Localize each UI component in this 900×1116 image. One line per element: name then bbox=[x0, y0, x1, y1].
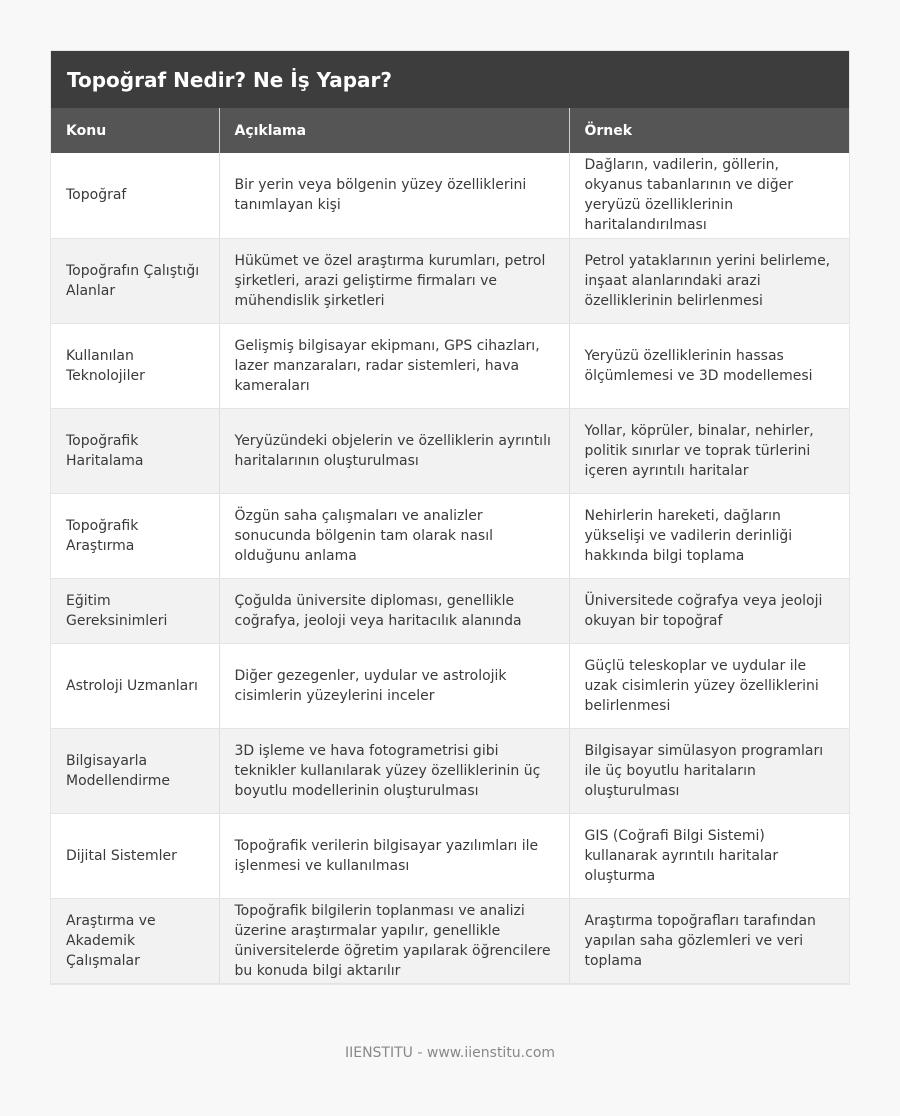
cell-ornek: Güçlü teleskoplar ve uydular ile uzak cisimlerin yüzey özelliklerini belirlenmesi bbox=[569, 643, 849, 728]
table-row bbox=[51, 153, 849, 238]
cell-ornek: Araştırma topoğrafları tarafından yapılan saha gözlemleri ve veri toplama bbox=[569, 898, 849, 983]
header-ornek: Örnek bbox=[584, 122, 633, 139]
cell-aciklama: Topoğrafik verilerin bilgisayar yazılımları ile işlenmesi ve kullanılması bbox=[219, 813, 569, 898]
table-row bbox=[51, 238, 849, 323]
cell-konu: Topoğrafik Araştırma bbox=[51, 493, 219, 578]
cell-konu: Topoğrafik Haritalama bbox=[51, 408, 219, 493]
header-konu: Konu bbox=[51, 108, 219, 153]
cell-konu: Topoğraf bbox=[51, 153, 219, 238]
table-row bbox=[51, 643, 849, 728]
cell-aciklama: Özgün saha çalışmaları ve analizler sonucunda bölgenin tam olarak nasıl olduğunu anlama bbox=[219, 493, 569, 578]
cell-konu: Topoğrafın Çalıştığı Alanlar bbox=[51, 238, 219, 323]
cell-aciklama: Yeryüzündeki objelerin ve özelliklerin ayrıntılı haritalarının oluşturulması bbox=[219, 408, 569, 493]
cell-konu: Dijital Sistemler bbox=[51, 813, 219, 898]
cell-konu: Astroloji Uzmanları bbox=[51, 643, 219, 728]
table-row bbox=[51, 813, 849, 898]
cell-konu: Eğitim Gereksinimleri bbox=[51, 578, 219, 643]
table-row bbox=[51, 578, 849, 643]
table-row bbox=[51, 323, 849, 408]
table-row bbox=[51, 408, 849, 493]
cell-aciklama: Topoğrafik bilgilerin toplanması ve analizi üzerine araştırmalar yapılır, genellikle üniversitelerde öğretim yapılarak öğrencilere bu konuda bilgi aktarılır bbox=[219, 898, 569, 983]
header-aciklama: Açıklama bbox=[219, 108, 569, 153]
table-row bbox=[51, 898, 849, 983]
cell-ornek: Bilgisayar simülasyon programları ile üç boyutlu haritaların oluşturulması bbox=[569, 728, 849, 813]
cell-aciklama: Hükümet ve özel araştırma kurumları, petrol şirketleri, arazi geliştirme firmaları ve mühendislik şirketleri bbox=[219, 238, 569, 323]
table-header-row bbox=[51, 108, 849, 153]
cell-aciklama: Diğer gezegenler, uydular ve astrolojik cisimlerin yüzeylerini inceler bbox=[219, 643, 569, 728]
cell-ornek: Üniversitede coğrafya veya jeoloji okuyan bir topoğraf bbox=[569, 578, 849, 643]
cell-konu: Kullanılan Teknolojiler bbox=[51, 323, 219, 408]
cell-konu: Bilgisayarla Modellendirme bbox=[51, 728, 219, 813]
cell-aciklama: Bir yerin veya bölgenin yüzey özelliklerini tanımlayan kişi bbox=[219, 153, 569, 238]
cell-konu: Araştırma ve Akademik Çalışmalar bbox=[51, 898, 219, 983]
cell-ornek: Yollar, köprüler, binalar, nehirler, politik sınırlar ve toprak türlerini içeren ayrıntılı haritalar bbox=[569, 408, 849, 493]
topics-table bbox=[51, 108, 849, 984]
footer-credit: IIENSTITU - www.iienstitu.com bbox=[344, 1045, 556, 1061]
cell-ornek: Dağların, vadilerin, göllerin, okyanus tabanlarının ve diğer yeryüzü özelliklerinin haritalandırılması bbox=[569, 153, 849, 238]
cell-aciklama: Çoğulda üniversite diploması, genellikle coğrafya, jeoloji veya haritacılık alanında bbox=[219, 578, 569, 643]
cell-ornek: Petrol yataklarının yerini belirleme, inşaat alanlarındaki arazi özelliklerinin belirlenmesi bbox=[569, 238, 849, 323]
cell-aciklama: 3D işleme ve hava fotogrametrisi gibi teknikler kullanılarak yüzey özelliklerinin üç boyutlu modellerinin oluşturulması bbox=[219, 728, 569, 813]
cell-ornek: Yeryüzü özelliklerinin hassas ölçümlemesi ve 3D modellemesi bbox=[569, 323, 849, 408]
table-row bbox=[51, 728, 849, 813]
table-row bbox=[51, 493, 849, 578]
cell-aciklama: Gelişmiş bilgisayar ekipmanı, GPS cihazları, lazer manzaraları, radar sistemleri, hava kameraları bbox=[219, 323, 569, 408]
topics-table-card bbox=[51, 51, 849, 984]
cell-ornek: GIS (Coğrafi Bilgi Sistemi) kullanarak ayrıntılı haritalar oluşturma bbox=[569, 813, 849, 898]
table-title: Topoğraf Nedir? Ne İş Yapar? bbox=[51, 51, 849, 108]
cell-ornek: Nehirlerin hareketi, dağların yükselişi ve vadilerin derinliği hakkında bilgi toplama bbox=[569, 493, 849, 578]
